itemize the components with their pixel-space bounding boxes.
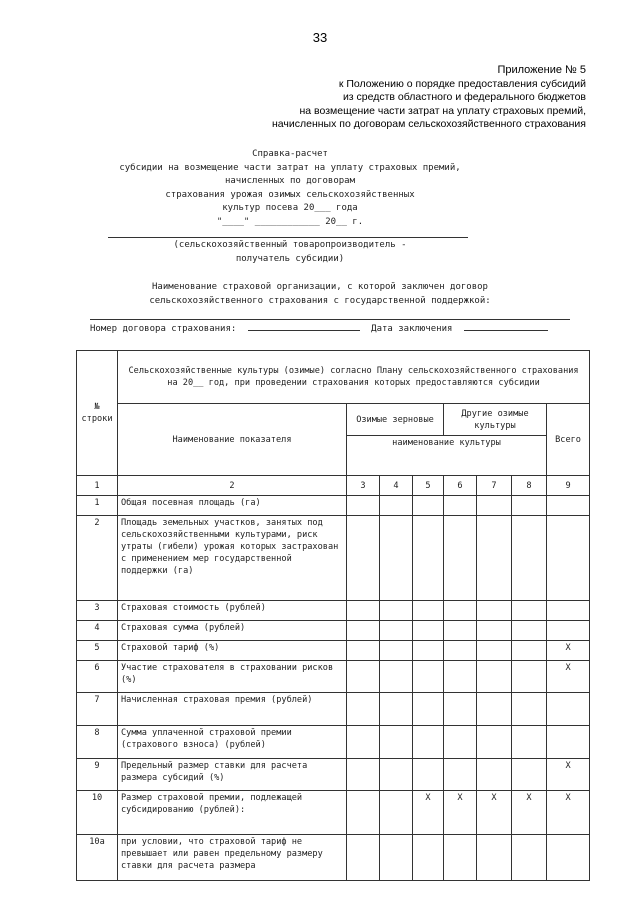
table-row	[77, 759, 590, 791]
appendix-line: начисленных по договорам сельскохозяйственного страхования	[272, 118, 586, 130]
appendix-line: к Положению о порядке предоставления субсидий	[338, 77, 586, 90]
value-cell[interactable]	[347, 835, 380, 881]
form-title	[80, 148, 500, 229]
value-cell[interactable]	[547, 496, 590, 516]
row-number-cell: 2	[77, 516, 118, 601]
value-cell[interactable]	[477, 601, 512, 621]
value-cell[interactable]	[512, 835, 547, 881]
header-indicator: Наименование показателя	[118, 404, 347, 476]
row-number-cell: 5	[77, 641, 118, 661]
contract-date-blank[interactable]	[464, 320, 548, 331]
value-cell[interactable]	[512, 641, 547, 661]
value-cell[interactable]	[444, 693, 477, 726]
value-cell[interactable]	[444, 621, 477, 641]
indicator-name-cell: Страховой тариф (%)	[118, 641, 347, 661]
col-number: 4	[380, 476, 413, 496]
crossed-out-cell: X	[547, 641, 590, 661]
indicator-name-cell: Площадь земельных участков, занятых под сельскохозяйственными культурами, риск утраты (гибели) урожая которых застрахован с применением мер государственной поддержки (га)	[118, 516, 347, 601]
value-cell[interactable]	[512, 516, 547, 601]
value-cell[interactable]	[413, 726, 444, 759]
value-cell[interactable]	[413, 621, 444, 641]
row-number-cell: 7	[77, 693, 118, 726]
indicator-name-cell: Сумма уплаченной страховой премии (страхового взноса) (рублей)	[118, 726, 347, 759]
header-other-winter: Другие озимые культуры	[444, 404, 547, 436]
value-cell[interactable]	[380, 641, 413, 661]
table-row	[77, 496, 590, 516]
producer-caption	[80, 239, 500, 266]
value-cell[interactable]	[444, 835, 477, 881]
value-cell[interactable]	[547, 835, 590, 881]
value-cell[interactable]	[347, 601, 380, 621]
crossed-out-cell: X	[413, 791, 444, 835]
title-line: культур посева 20___ года	[222, 203, 358, 213]
column-number-row	[77, 476, 590, 496]
title-line: Справка-расчет	[252, 149, 328, 159]
table-row	[77, 516, 590, 601]
value-cell[interactable]	[380, 726, 413, 759]
value-cell[interactable]	[477, 496, 512, 516]
row-number-cell: 9	[77, 759, 118, 791]
header-crops-title: Сельскохозяйственные культуры (озимые) согласно Плану сельскохозяйственного страхования на 20__ год, при проведении страхования которых предоставляются субсидии	[118, 351, 590, 404]
value-cell[interactable]	[444, 726, 477, 759]
value-cell[interactable]	[347, 641, 380, 661]
value-cell[interactable]	[413, 835, 444, 881]
value-cell[interactable]	[380, 759, 413, 791]
indicator-name-cell: Предельный размер ставки для расчета размера субсидий (%)	[118, 759, 347, 791]
value-cell[interactable]	[413, 759, 444, 791]
header-crop-name: наименование культуры	[347, 436, 547, 476]
value-cell[interactable]	[380, 693, 413, 726]
col-number: 8	[512, 476, 547, 496]
value-cell[interactable]	[413, 641, 444, 661]
value-cell[interactable]	[547, 621, 590, 641]
table-body	[77, 496, 590, 881]
row-number-cell: 10	[77, 791, 118, 835]
col-number: 7	[477, 476, 512, 496]
value-cell[interactable]	[512, 496, 547, 516]
value-cell[interactable]	[444, 641, 477, 661]
table-row	[77, 791, 590, 835]
crossed-out-cell: X	[547, 791, 590, 835]
indicator-name-cell: Начисленная страховая премия (рублей)	[118, 693, 347, 726]
indicator-name-cell: Участие страхователя в страховании рисков (%)	[118, 661, 347, 693]
value-cell[interactable]	[380, 516, 413, 601]
header-winter-grain: Озимые зерновые	[347, 404, 444, 436]
appendix-header	[272, 64, 586, 132]
value-cell[interactable]	[413, 693, 444, 726]
indicator-name-cell: Страховая сумма (рублей)	[118, 621, 347, 641]
crossed-out-cell: X	[477, 791, 512, 835]
value-cell[interactable]	[413, 516, 444, 601]
contract-number-blank[interactable]	[248, 320, 360, 331]
contract-number-label: Номер договора страхования:	[90, 324, 237, 334]
value-cell[interactable]	[347, 726, 380, 759]
row-number-cell: 6	[77, 661, 118, 693]
value-cell[interactable]	[444, 601, 477, 621]
insurer-line: сельскохозяйственного страхования с государственной поддержкой:	[149, 295, 491, 306]
value-cell[interactable]	[512, 759, 547, 791]
appendix-line: на возмещение части затрат на уплату страховых премий,	[299, 104, 586, 117]
value-cell[interactable]	[477, 621, 512, 641]
value-cell[interactable]	[347, 496, 380, 516]
title-date-line: "____" ____________ 20__ г.	[216, 216, 364, 227]
value-cell[interactable]	[380, 601, 413, 621]
value-cell[interactable]	[380, 661, 413, 693]
value-cell[interactable]	[477, 726, 512, 759]
value-cell[interactable]	[477, 693, 512, 726]
header-row-number: № строки	[77, 351, 118, 476]
value-cell[interactable]	[413, 496, 444, 516]
value-cell[interactable]	[477, 641, 512, 661]
insurer-caption	[60, 281, 580, 308]
value-cell[interactable]	[547, 693, 590, 726]
producer-signature-line	[108, 237, 468, 238]
indicator-name-cell: при условии, что страховой тариф не превышает или равен предельному размеру ставки для расчета размера	[118, 835, 347, 881]
value-cell[interactable]	[477, 759, 512, 791]
table-row	[77, 621, 590, 641]
value-cell[interactable]	[512, 661, 547, 693]
table-row	[77, 693, 590, 726]
value-cell[interactable]	[413, 661, 444, 693]
value-cell[interactable]	[512, 726, 547, 759]
indicator-name-cell: Размер страховой премии, подлежащей субсидированию (рублей):	[118, 791, 347, 835]
subsidy-table	[76, 350, 590, 881]
value-cell[interactable]	[347, 621, 380, 641]
col-number: 6	[444, 476, 477, 496]
value-cell[interactable]	[380, 835, 413, 881]
value-cell[interactable]	[477, 516, 512, 601]
indicator-name-cell: Общая посевная площадь (га)	[118, 496, 347, 516]
value-cell[interactable]	[512, 693, 547, 726]
producer-line: (сельскохозяйственный товаропроизводитель -	[173, 240, 407, 250]
appendix-line: Приложение № 5	[497, 64, 586, 76]
crossed-out-cell: X	[547, 759, 590, 791]
value-cell[interactable]	[380, 791, 413, 835]
row-number-cell: 10а	[77, 835, 118, 881]
table-row	[77, 601, 590, 621]
header-total: Всего	[547, 404, 590, 476]
value-cell[interactable]	[477, 835, 512, 881]
producer-line: получатель субсидии)	[235, 253, 345, 264]
contract-date-label: Дата заключения	[371, 324, 453, 334]
title-line: страхования урожая озимых сельскохозяйственных	[165, 189, 415, 200]
value-cell[interactable]	[444, 759, 477, 791]
title-line: субсидии на возмещение части затрат на уплату страховых премий,	[119, 162, 461, 173]
contract-line	[90, 320, 590, 337]
crossed-out-cell: X	[512, 791, 547, 835]
value-cell[interactable]	[547, 726, 590, 759]
title-line: начисленных по договорам	[224, 176, 356, 186]
col-number: 1	[77, 476, 118, 496]
value-cell[interactable]	[547, 516, 590, 601]
value-cell[interactable]	[444, 661, 477, 693]
value-cell[interactable]	[547, 601, 590, 621]
value-cell[interactable]	[444, 496, 477, 516]
value-cell[interactable]	[512, 601, 547, 621]
col-number: 3	[347, 476, 380, 496]
value-cell[interactable]	[347, 516, 380, 601]
row-number-cell: 1	[77, 496, 118, 516]
table-row	[77, 661, 590, 693]
table-row	[77, 641, 590, 661]
insurer-line: Наименование страховой организации, с которой заключен договор	[152, 282, 488, 292]
value-cell[interactable]	[512, 621, 547, 641]
col-number: 9	[547, 476, 590, 496]
value-cell[interactable]	[380, 621, 413, 641]
value-cell[interactable]	[347, 661, 380, 693]
value-cell[interactable]	[477, 661, 512, 693]
table-row	[77, 835, 590, 881]
value-cell[interactable]	[380, 496, 413, 516]
crossed-out-cell: X	[444, 791, 477, 835]
page-number: 33	[312, 30, 328, 45]
value-cell[interactable]	[347, 791, 380, 835]
indicator-name-cell: Страховая стоимость (рублей)	[118, 601, 347, 621]
appendix-line: из средств областного и федерального бюджетов	[342, 91, 586, 103]
col-number: 5	[413, 476, 444, 496]
row-number-cell: 3	[77, 601, 118, 621]
row-number-cell: 4	[77, 621, 118, 641]
value-cell[interactable]	[444, 516, 477, 601]
crossed-out-cell: X	[547, 661, 590, 693]
value-cell[interactable]	[413, 601, 444, 621]
value-cell[interactable]	[347, 759, 380, 791]
table-row	[77, 726, 590, 759]
value-cell[interactable]	[347, 693, 380, 726]
col-number: 2	[118, 476, 347, 496]
row-number-cell: 8	[77, 726, 118, 759]
